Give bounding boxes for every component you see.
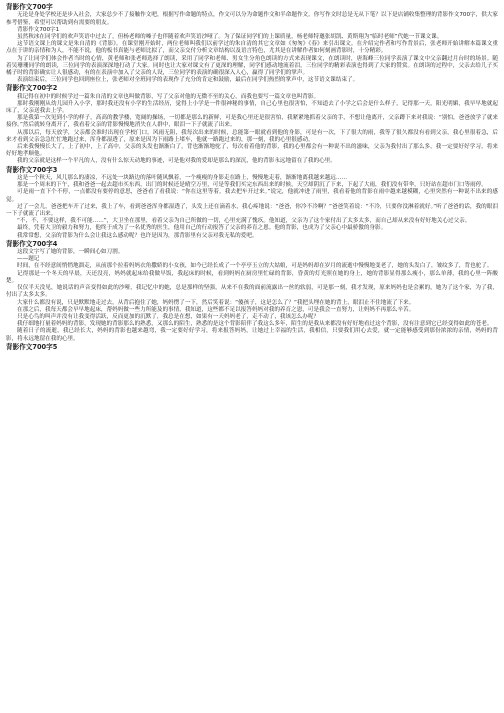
paragraph: 那是我第一次见到小学的样子，高高的教学楼，宽阔的操场，一切都是那么的新鲜，可是我心里还是很害怕，我紧紧地抓着父亲的手，不想让他离开，父亲蹲下来对我说：“别怕，爸爸放学了就来接你。”然后就转身离开了，我看着父亲的背影慢慢地消失在人群中，眼泪一下子就流了出来。: [6, 115, 498, 129]
paragraph: 那是一个周末的下午，我和爸爸一起去超市买东西，出门的时候还是晴空万里，可是等我们买完东西出来的时候，天空却阴沉了下来，下起了大雨，我们没有带伞，只好站在超市门口等雨停。: [17, 182, 487, 189]
paragraph: 大家什么都没有说，只是默默地走过去，从背后抱住了她，妈妈愣了一下，然后笑着说：“傻孩子，这是怎么了？”我把头埋在她的背上，眼泪止不住地流了下来。: [17, 299, 415, 306]
paragraph: 虽然秋冰在同学们的欢声笑语中过去了，但杨老师的嗓子也伴随着欢声笑语沙哑了。为了保证同学们的上课质量，杨老师特邀张胡凯、黄斯翔为“临时老师”代她一节课文课。: [17, 33, 443, 40]
essay-section-2: [6, 84, 498, 165]
paragraph: 时间，在不经意间悄悄地溜走，从前那个拉着妈妈衣角撒娇的小女孩，如今已经长成了一个亭亭玉立的大姑娘，可是妈妈却在岁月的流逝中慢慢地变老了，她的头发白了，皱纹多了，背也驼了。: [17, 263, 493, 270]
paragraph: 那时我刚刚从幼儿园升入小学，那时我还没有小学的生活经历，觉得上小学是一件很神秘的事情，自己心里也很害怕，不知道去了小学之后会是什么样子，记得那一天，阳光明媚，我早早地就起床了，父亲送我去上学。: [6, 100, 498, 115]
document-page: [0, 0, 504, 352]
essay-title: 背影作文700字4: [6, 239, 58, 248]
paragraph: 只是心鸟的叫声并没有让我变得活跃，反而更加的沉默了，我总是在想，如果有一天妈妈老了，走不动了，我该怎么办呢？: [17, 313, 320, 320]
paragraph: 过了一会儿，爸爸把车开了过来，我上了车，看到爸爸浑身都湿透了，头发上还在滴着水，我心疼地说：“爸爸，你冷不冷啊？”爸爸笑着说：“不冷，只要你没淋着就好。”听了爸爸的话，我的眼泪一下子就流了出来。: [6, 203, 498, 217]
paragraph: 仅仅半天没见，她说话的声音变得如此的沙哑，我记忆中的她，总是那样的坚强，从来不在我的面前流露出一丝的软弱，可是那一刻，我才发现，原来妈妈也是会累的，她为了这个家，为了我，付出了太多太多。: [6, 285, 498, 299]
paragraph: 随着日子的流逝，我已经长大，妈妈的背影也越来越弯，我一定要好好学习，将来报答妈妈，让她过上幸福的生活，我相信，只要我们用心去爱，就一定能够感受到那份浓浓的亲情，妈妈的背影，将永远地留在我的心里。: [6, 328, 498, 342]
paragraph: 这是一个秋天，风儿那么的凄凉，不远处一块路边的落叶随风飘着，一个瘦瘦的身影走在路上，慢慢地走着，渐渐地离我越来越远……: [17, 174, 348, 181]
paragraph: 这节语文课上的课文是朱自清的《背影》。在课堂刚开始时，两位老师叫我们以前学过的朱自清的其它文章如《匆匆》《春》来引出课文。在介绍完作者和写作背景后，张老师开始讲解本篇课文重点在于讲的亲情和为人，不能不说，他的板书真能与老师比拟了，而父亲交付分析文章结构以及语言特色，尤其是在讲解作者如何刻画背影时，十分精彩。: [6, 41, 498, 55]
paragraph: 表演结束后，三位同学也回到座位上，张老师对全班同学的表现作了充分的肯定和鼓励，最后在同学们热烈的掌声中，这节语文课结束了。: [17, 77, 359, 84]
paragraph: “不，不，不要这样，我不可能……”，大卫坐在那里，看着父亲为自己所做的一切，心里充满了愧疚。他知道，父亲为了这个家付出了太多太多，而自己却从来没有好好地关心过父亲。: [17, 218, 471, 225]
paragraph: 在那之后，我每天都会早早地起床，帮妈妈做一些力所能及的事情，我知道，这些都不足以报答妈妈对我的养育之恩，可是我会一直努力，让妈妈不再那么辛苦。: [17, 306, 415, 313]
essay-section-4: [6, 240, 498, 343]
paragraph: 记得那是一个冬天的早晨，天还没亮，妈妈就起床给我做早饭，我起床的时候，看到妈妈在厨房里忙碌的背影，昏黄的灯光照在她的身上，她的背影显得那么瘦小，那么单薄，我的心里一阵酸楚。: [6, 270, 498, 284]
paragraph: 最终，凭着大卫的毅力和努力，他终于成为了一名优秀的医生，他用自己的行动报答了父亲的养育之恩。他的背影，也成为了父亲心中最骄傲的身影。: [17, 225, 387, 232]
essay-title: 背影作文700字: [6, 3, 53, 11]
paragraph: 这段文字写了她的背影，一瞬间心如刀割。: [17, 249, 124, 256]
essay-section-5: [6, 343, 498, 352]
paragraph: 无论是身处学校还是步入社会，大家总少不了接触作文吧，根据写作命题的特点，作文可以分为命题作文和半命题作文。你写作文时总是无从下笔？以下是店铺收集整理的背影作文700字，供大家参考借鉴，希望可以帮助到有需要的朋友。: [6, 12, 498, 26]
paragraph: 我的父亲就是这样一个平凡的人，没有什么惊天动地的事迹，可是他对我的爱却是那么的深沉，他的背影永远地留在了我的心里。: [17, 158, 336, 165]
paragraph: 后来我慢慢长大了，上了初中，上了高中，父亲的头发也渐渐白了，背也渐渐地驼了，每次看着他的背影，我的心里都会有一种说不出的滋味，父亲为我付出了那么多，我一定要好好学习，将来好好地孝顺他。: [6, 144, 498, 158]
paragraph: 可是雨一直下个不停，一点都没有要停的意思，爸爸看了看我说：“你在这里等着，我去把车开过来。”说完，他就冲进了雨里，我看着他的背影在雨中越来越模糊，心里突然有一种说不出来的感觉。: [6, 189, 498, 203]
essay-section-3: [6, 166, 498, 240]
paragraph: 背影作文700字1: [17, 26, 60, 33]
essay-section-1: [6, 3, 498, 84]
paragraph: 从那以后，每天放学，父亲都会准时出现在学校门口，风雨无阻，我每次出来的时候，总能第一眼就看到他的身影，可是有一次，下了很大的雨，我等了很久都没有看到父亲，我心里很着急，后来才看到父亲急急忙忙地跑过来，浑身都湿透了，原来是因为下雨路上堵车，他就一路跑过来的，那一刻，我的心里很感动。: [6, 129, 498, 143]
essay-title: 背影作文700字2: [6, 84, 58, 93]
essay-title: 背影作文700字3: [6, 165, 58, 174]
essay-title: 背影作文700字5: [6, 342, 58, 351]
paragraph: ——题记: [17, 256, 40, 263]
paragraph: 我仔细地打量着妈妈的背影，发现她的背影那么的熟悉，又那么的陌生，熟悉的是这个背影陪伴了我这么多年，陌生的是我从来都没有好好地看过这个背影，没有注意到它已经变得如此的苍老。: [17, 321, 493, 328]
paragraph: 我记得在初中的时候学过一篇朱自清的文章也叫做背影，写了父亲对他的无微不至的关心，而我也要写一篇文章也叫背影。: [17, 93, 320, 100]
paragraph: 我常常想，父亲的背影为什么会让我这么感动呢？也许是因为，那背影里有父亲对我无私的爱吧。: [17, 232, 258, 239]
paragraph: 为了让同学们体会作者当时的心情，黄老师和张老师选择了朗读，采用了同学和老师、男女生分角色朗读的方式来表现课文，在朗读时，唐海峰三位同学表演了课文中父亲翻过月台时的场景。随着吴珊珊同学的朗读，三位同学的表演深深地打动了大家。同时也让大家对课文有了更深的理解，同学们感动地流着泪，三位同学的精彩表演也得到了大家的赞赏。在朗读的过程中，父亲去给儿子买橘子时的背影确实让人很感动，有的在表演中加入了父亲的人设，三位同学的表演的确很深入人心，赢得了同学们的掌声。: [6, 55, 498, 76]
